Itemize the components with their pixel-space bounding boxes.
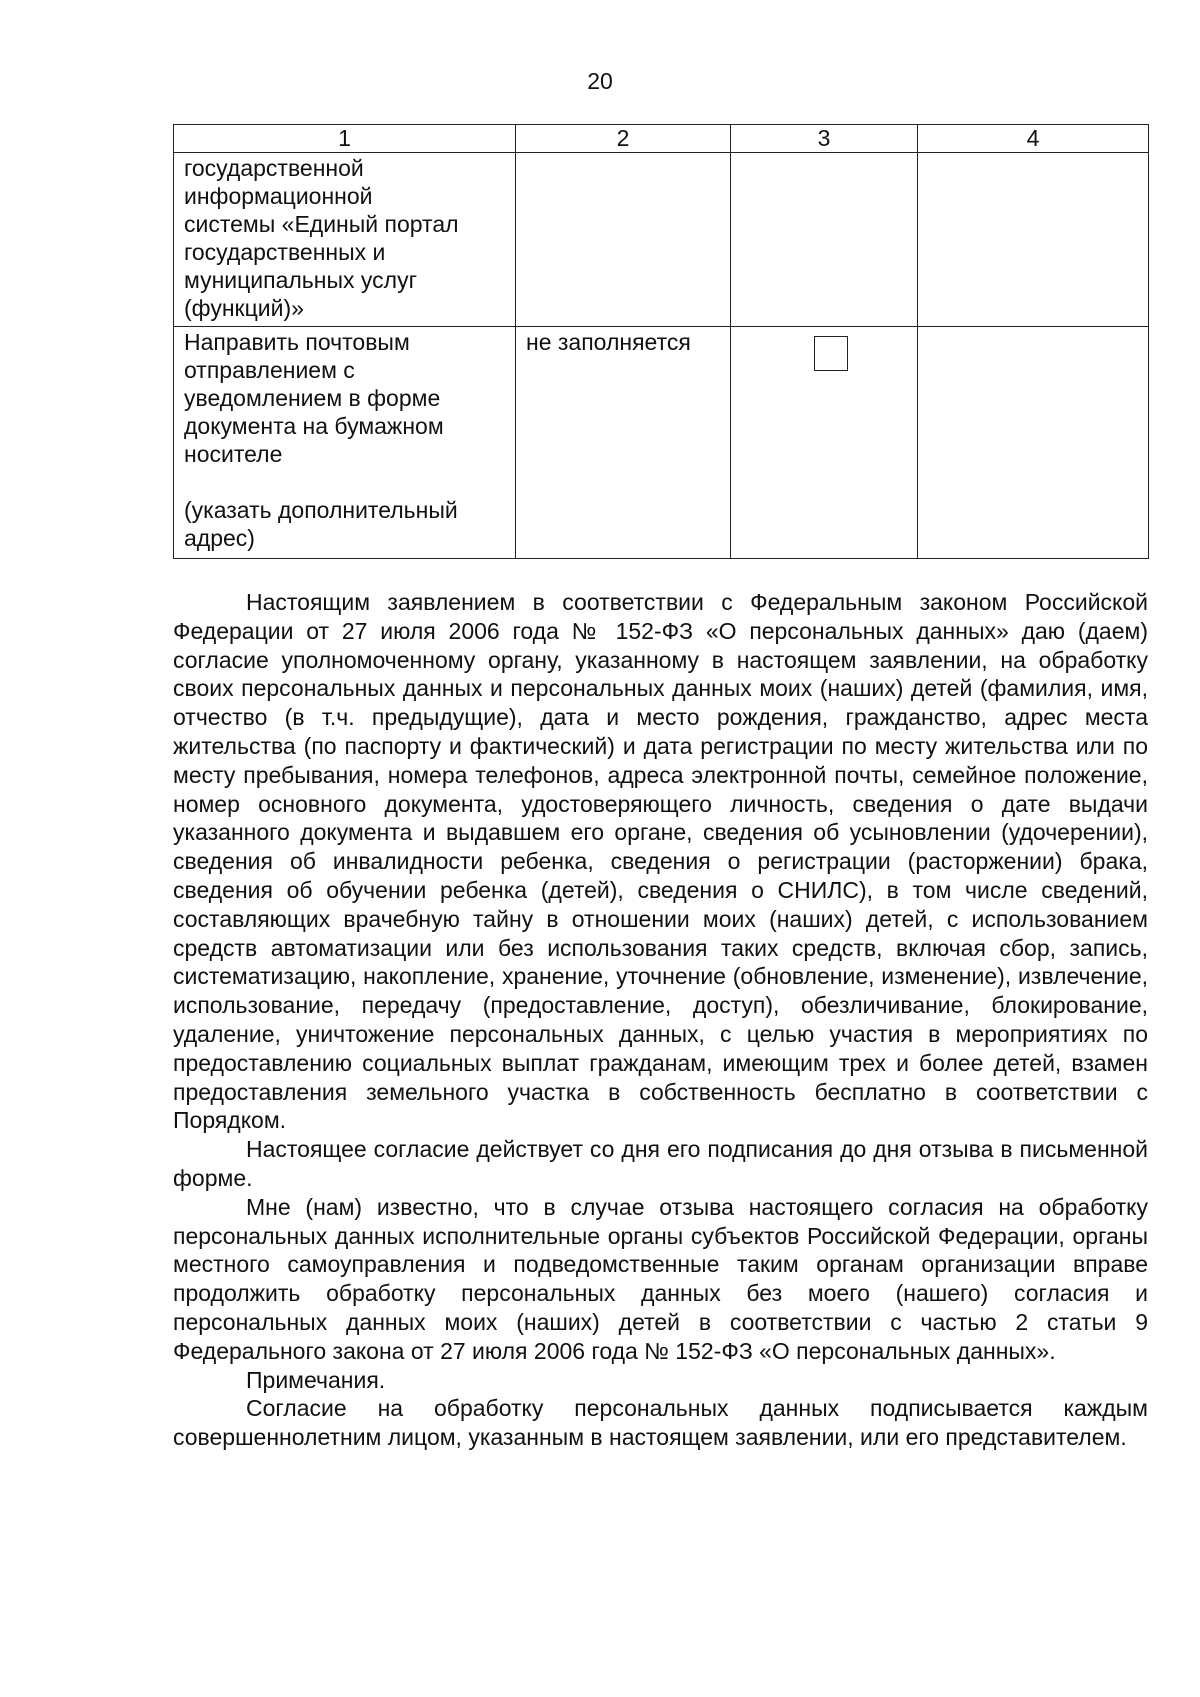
consent-delivery-table — [173, 124, 1149, 559]
table-cell — [174, 153, 516, 327]
notes-paragraph: Согласие на обработку персональных данных подписывается каждым совершеннолетним лицом, указанным в настоящем заявлении, или его представителем. — [173, 1395, 1148, 1451]
table-cell — [174, 327, 516, 559]
delivery-method-text: Направить почтовым отправлением с уведомлением в форме документа на бумажном носителе (указать дополнительный адрес) — [184, 329, 458, 551]
table-cell — [731, 327, 918, 559]
delivery-method-text: государственной информационной системы «Единый портал государственных и муниципальных услуг (функций)» — [184, 155, 459, 321]
table-header-cell-3: 3 — [731, 125, 918, 153]
withdrawal-paragraph: Мне (нам) известно, что в случае отзыва настоящего согласия на обработку персональных данных исполнительные органы субъектов Российской Федерации, органы местного самоуправления и подведомственные таким органам организации вправе продолжить обработку персональных данных без моего (нашего) согласия и персональных данных моих (наших) детей в соответствии с частью 2 статьи 9 Федерального закона от 27 июля 2006 года № 152-ФЗ «О персональных данных». — [173, 1193, 1148, 1364]
consent-text-block — [173, 588, 1148, 1452]
table-cell — [516, 153, 731, 327]
page-number: 20 — [587, 68, 613, 94]
fill-note-text: не заполняется — [526, 329, 691, 355]
table-header-cell-4: 4 — [918, 125, 1149, 153]
table-header-cell-1: 1 — [174, 125, 516, 153]
table-cell — [918, 327, 1149, 559]
consent-paragraph: Настоящим заявлением в соответствии с Федеральным законом Российской Федерации от 27 июля 2006 года № 152-ФЗ «О персональных данных» даю (даем) согласие уполномоченному органу, указанному в настоящем заявлении, на обработку своих персональных данных и персональных данных моих (наших) детей (фамилия, имя, отчество (в т.ч. предыдущие), дата и место рождения, гражданство, адрес места жительства (по паспорту и фактический) и дата регистрации по месту жительства или по месту пребывания, номера телефонов, адреса электронной почты, семейное положение, номер основного документа, удостоверяющего личность, сведения о дате выдачи указанного документа и выдавшем его органе, сведения об усыновлении (удочерении), сведения об инвалидности ребенка, сведения о регистрации (расторжении) брака, сведения об обучении ребенка (детей), сведения о СНИЛС), в том числе сведений, составляющих врачебную тайну в отношении моих (наших) детей, с использованием средств автоматизации или без использования таких средств, включая сбор, запись, систематизацию, накопление, хранение, уточнение (обновление, изменение), извлечение, использование, передачу (предоставление, доступ), обезличивание, блокирование, удаление, уничтожение персональных данных, с целью участия в мероприятиях по предоставлению социальных выплат гражданам, имеющим трех и более детей, взамен предоставления земельного участка в собственность бесплатно в соответствии с Порядком. — [173, 589, 1148, 1134]
notes-heading: Примечания. — [246, 1366, 386, 1393]
table-cell — [731, 153, 918, 327]
postal-delivery-checkbox[interactable] — [814, 336, 848, 371]
table-header-cell-2: 2 — [516, 125, 731, 153]
table-row — [174, 153, 1149, 327]
table-row — [174, 327, 1149, 559]
table-header-row — [174, 125, 1149, 153]
validity-paragraph: Настоящее согласие действует со дня его подписания до дня отзыва в письменной форме. — [173, 1136, 1148, 1191]
table-cell — [918, 153, 1149, 327]
table-cell — [516, 327, 731, 559]
